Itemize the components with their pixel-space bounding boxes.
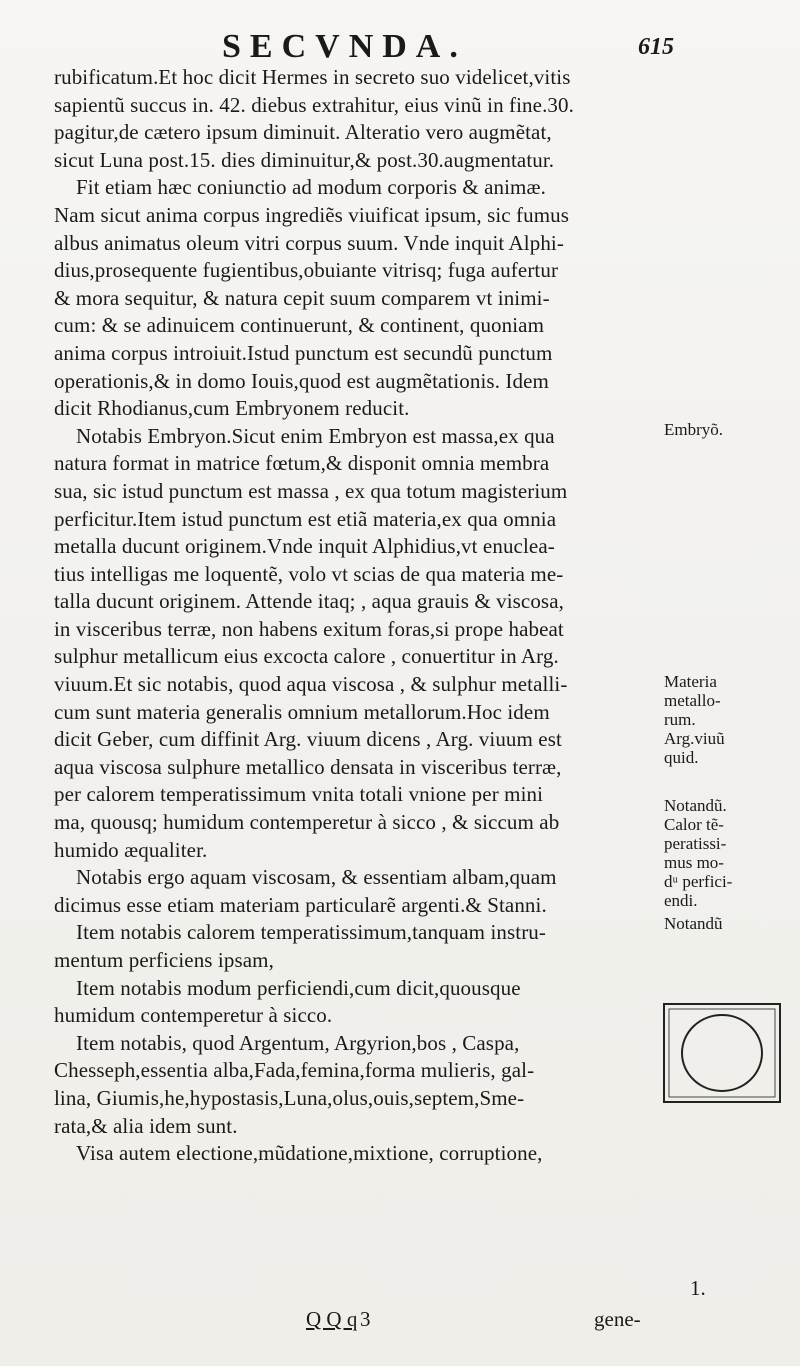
text-line: in visceribus terræ, non habens exitum foras,si prope habeat	[54, 616, 564, 641]
text-line: rata,& alia idem sunt.	[54, 1113, 238, 1138]
text-line: & mora sequitur, & natura cepit suum comparem vt inimi-	[54, 285, 550, 310]
margin-note-line: mus mo-	[664, 853, 724, 872]
text-line: Item notabis calorem temperatissimum,tanquam instru-	[76, 920, 546, 945]
text-line: sulphur metallicum eius excocta calore , conuertitur in Arg.	[54, 644, 559, 669]
text-line: Item notabis, quod Argentum, Argyrion,bos , Caspa,	[76, 1030, 520, 1055]
margin-note-line: dᵘ perfici-	[664, 872, 733, 891]
text-line: humidum contemperetur à sicco.	[54, 1003, 333, 1028]
text-line: Nam sicut anima corpus ingrediẽs viuificat ipsum, sic fumus	[54, 202, 570, 227]
text-line: rubificatum.Et hoc dicit Hermes in secreto suo videlicet,vitis	[54, 65, 571, 89]
text-line: dicimus esse etiam materiam particularẽ argenti.& Stanni.	[54, 892, 547, 917]
margin-note-line: Arg.viuũ	[664, 729, 725, 748]
margin-number: 1.	[690, 1276, 706, 1300]
margin-note-materia	[664, 672, 784, 767]
text-line: operationis,& in domo Iouis,quod est augmẽtationis. Idem	[54, 368, 549, 393]
text-line: pagitur,de cætero ipsum diminuit. Alteratio vero augmẽtat,	[54, 120, 552, 145]
margin-note-line: peratissi-	[664, 834, 727, 853]
text-line: metalla ducunt originem.Vnde inquit Alphidius,vt enuclea-	[54, 534, 555, 559]
margin-note-line: quid.	[664, 748, 699, 767]
text-line: Fit etiam hæc coniunctio ad modum corporis & animæ.	[76, 175, 546, 200]
margin-note-line: metallo-	[664, 691, 721, 710]
margin-note-line: rum.	[664, 710, 696, 729]
margin-note-line: Embryõ.	[664, 420, 724, 439]
catchword: gene-	[594, 1307, 641, 1331]
page-footer	[0, 1303, 800, 1343]
text-line: sicut Luna post.15. dies diminuitur,& post.30.augmentatur.	[54, 147, 555, 172]
text-line: cum: & se adinuicem continuerunt, & continent, quoniam	[54, 313, 545, 338]
circle-in-square-figure	[660, 1000, 784, 1106]
signature-mark: 3	[360, 1307, 371, 1331]
text-line: viuum.Et sic notabis, quod aqua viscosa , & sulphur metalli-	[54, 672, 568, 697]
text-line: sapientũ succus in. 42. diebus extrahitur, eius vinũ in fine.30.	[54, 92, 574, 117]
text-line: dicit Rhodianus,cum Embryonem reducit.	[54, 396, 410, 421]
text-line: per calorem temperatissimum vnita totali vnione per mini	[54, 782, 544, 807]
text-line: lina, Giumis,he,hypostasis,Luna,olus,ouis,septem,Sme-	[54, 1085, 525, 1110]
running-head: SECVNDA.	[222, 28, 467, 65]
main-text	[54, 64, 654, 1168]
text-line: humido æqualiter.	[54, 837, 208, 862]
text-line: Item notabis modum perficiendi,cum dicit,quousque	[76, 975, 521, 1000]
text-line: ma, quousq; humidum contemperetur à sicco , & siccum ab	[54, 810, 560, 835]
text-line: Visa autem electione,mũdatione,mixtione, corruptione,	[76, 1141, 543, 1166]
text-line: albus animatus oleum vitri corpus suum. Vnde inquit Alphi-	[54, 230, 564, 255]
margin-note-notandum	[664, 796, 784, 933]
text-line: tius intelligas me loquentẽ, volo vt scias de qua materia me-	[54, 561, 564, 586]
margin-note-embryo	[664, 420, 784, 439]
margin-note-line: Notandũ	[664, 914, 723, 933]
text-line: Notabis ergo aquam viscosam, & essentiam albam,quam	[76, 865, 557, 890]
text-line: talla ducunt originem. Attende itaq; , aqua grauis & viscosa,	[54, 589, 564, 614]
text-line: anima corpus introiuit.Istud punctum est secundũ punctum	[54, 340, 553, 365]
text-line: dius,prosequente fugientibus,obuiante vitrisq; fuga aufertur	[54, 258, 559, 283]
text-line: Chesseph,essentia alba,Fada,femina,forma mulieris, gal-	[54, 1058, 535, 1083]
text-line: aqua viscosa sulphure metallico densata in visceribus terræ,	[54, 754, 562, 779]
page-number: 615	[638, 34, 674, 60]
margin-note-line: endi.	[664, 891, 698, 910]
text-line: Notabis Embryon.Sicut enim Embryon est massa,ex qua	[76, 423, 555, 448]
margin-note-line: Notandũ.	[664, 796, 727, 815]
margin-note-line: Calor tẽ-	[664, 815, 724, 834]
page-header	[0, 22, 800, 65]
text-line: cum sunt materia generalis omnium metallorum.Hoc idem	[54, 699, 550, 724]
text-line: natura format in matrice fœtum,& disponit omnia membra	[54, 451, 550, 476]
text-line: dicit Geber, cum diffinit Arg. viuum dicens , Arg. viuum est	[54, 727, 562, 752]
text-line: perficitur.Item istud punctum est etiã materia,ex qua omnia	[54, 506, 557, 531]
printer-signature: Q Q q	[306, 1307, 358, 1331]
text-line: mentum perficiens ipsam,	[54, 948, 274, 972]
margin-note-line: Materia	[664, 672, 717, 691]
text-line: sua, sic istud punctum est massa , ex qua totum magisterium	[54, 478, 568, 503]
